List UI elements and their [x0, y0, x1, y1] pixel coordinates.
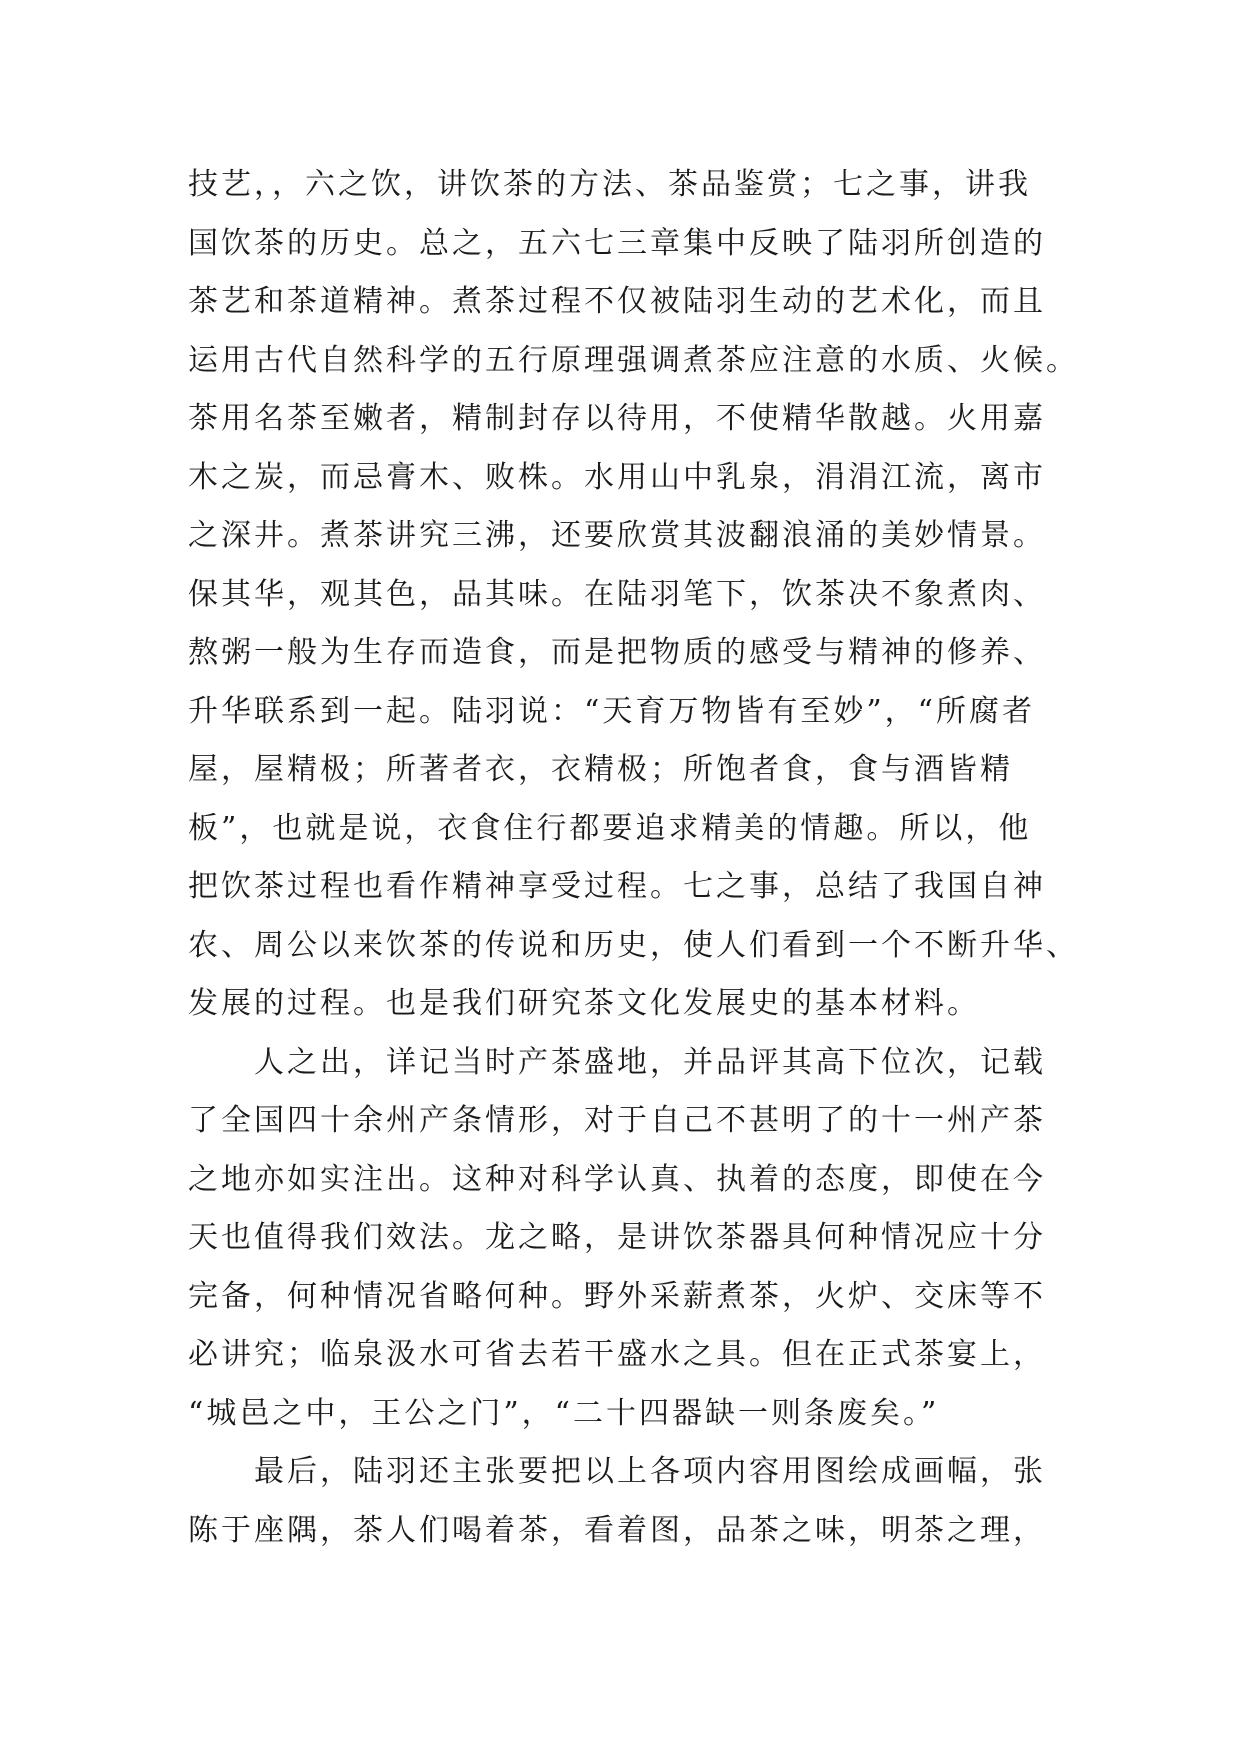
text-line: 天也值得我们效法。龙之略，是讲饮茶器具何种情况应十分: [188, 1220, 1046, 1255]
text-line: 升华联系到一起。陆羽说：“天育万物皆有至妙”，“所腐者: [188, 693, 1036, 729]
text-line: 完备，何种情况省略何种。野外采薪煮茶，火炉、交床等不: [188, 1278, 1046, 1314]
text-line: 茶艺和茶道精神。煮茶过程不仅被陆羽生动的艺术化，而且: [188, 284, 1046, 319]
text-line: 陈于座隅，茶人们喝着茶，看着图，品茶之味，明茶之理，: [188, 1512, 1046, 1548]
text-line: 技艺，，六之饮，讲饮茶的方法、茶品鉴赏；七之事，讲我: [188, 167, 1031, 202]
text-line: 板”，也就是说，衣食住行都要追求精美的情趣。所以，他: [188, 810, 1032, 846]
text-line: 了全国四十余州产条情形，对于自己不甚明了的十一州产茶: [188, 1103, 1046, 1138]
text-line: 之深井。煮茶讲究三沸，还要欣赏其波翻浪涌的美妙情景。: [188, 518, 1046, 553]
text-line: “城邑之中，王公之门”，“二十四器缺一则条废矣。”: [188, 1395, 940, 1431]
text-line: 必讲究；临泉汲水可省去若干盛水之具。但在正式茶宴上，: [188, 1337, 1046, 1372]
text-line: 之地亦如实注出。这种对科学认真、执着的态度，即使在今: [188, 1161, 1046, 1197]
text-line: 茶用名茶至嫩者，精制封存以待用，不使精华散越。火用嘉: [188, 401, 1046, 436]
text-line: 木之炭，而忌膏木、败株。水用山中乳泉，涓涓江流，离市: [188, 459, 1046, 495]
paragraph-start-line: 人之出，详记当时产茶盛地，并品评其高下位次，记载: [254, 1044, 1046, 1080]
text-line: 国饮茶的历史。总之，五六七三章集中反映了陆羽所创造的: [188, 225, 1046, 261]
text-line: 熬粥一般为生存而造食，而是把物质的感受与精神的修养、: [188, 635, 1046, 670]
text-line: 保其华，观其色，品其味。在陆羽笔下，饮茶决不象煮肉、: [188, 576, 1046, 612]
paragraph-start-line: 最后，陆羽还主张要把以上各项内容用图绘成画幅，张: [254, 1454, 1046, 1489]
text-line: 把饮茶过程也看作精神享受过程。七之事，总结了我国自神: [188, 869, 1046, 904]
text-line: 发展的过程。也是我们研究茶文化发展史的基本材料。: [188, 986, 980, 1021]
text-line: 屋，屋精极；所著者衣，衣精极；所饱者食，食与酒皆精: [188, 752, 1013, 787]
text-line: 运用古代自然科学的五行原理强调煮茶应注意的水质、火候。: [188, 342, 1079, 378]
body-text: [188, 156, 1079, 1560]
text-line: 农、周公以来饮茶的传说和历史，使人们看到一个不断升华、: [188, 927, 1079, 963]
